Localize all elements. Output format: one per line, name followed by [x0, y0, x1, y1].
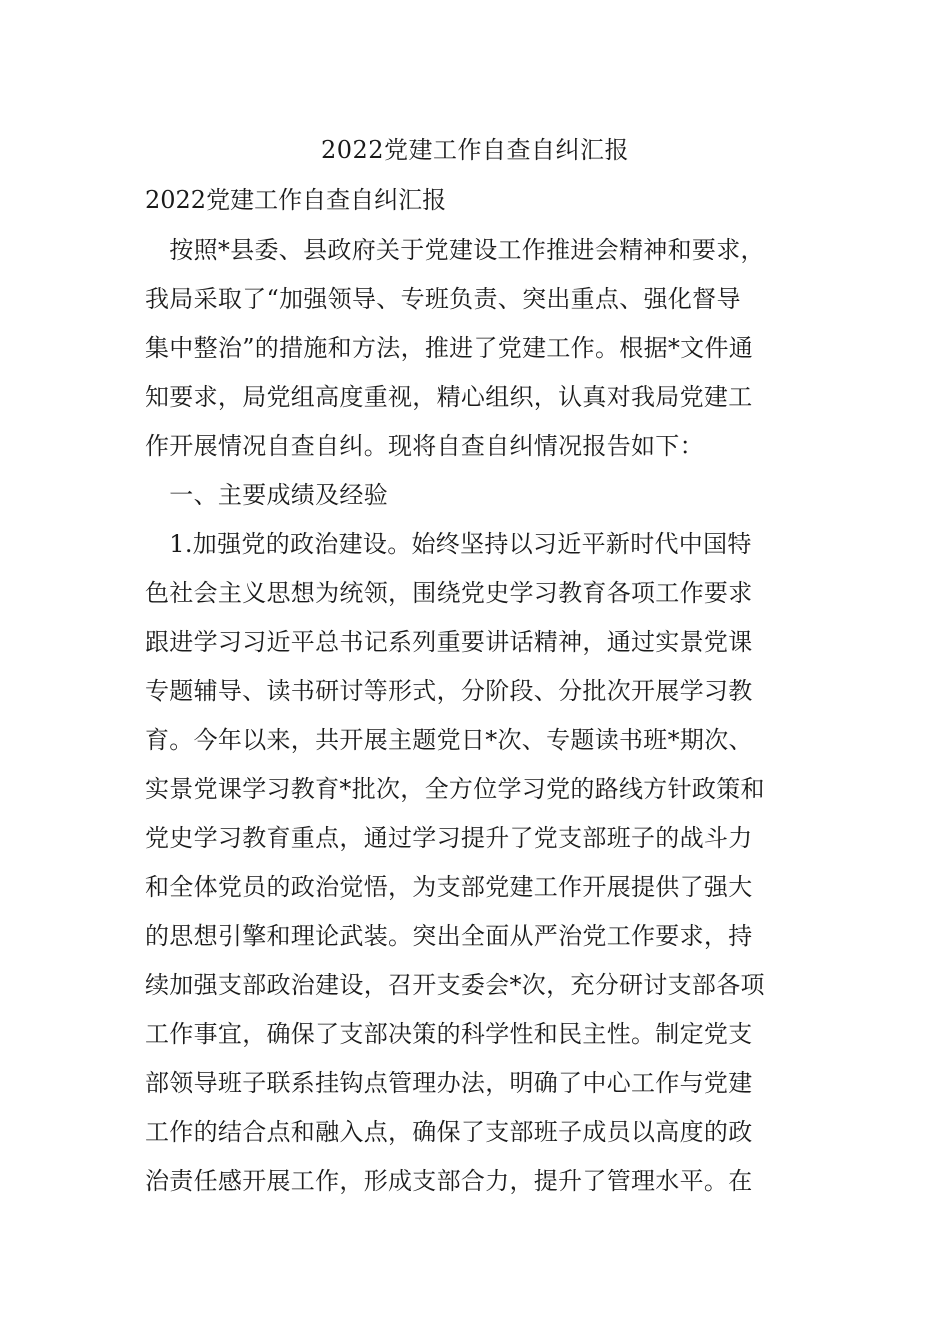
- body-line: 按照*县委、县政府关于党建设工作推进会精神和要求，: [145, 236, 765, 264]
- body-line: 专题辅导、读书研讨等形式，分阶段、分批次开展学习教: [145, 677, 753, 705]
- body-line: 续加强支部政治建设，召开支委会*次，充分研讨支部各项: [145, 971, 765, 999]
- body-line: 跟进学习习近平总书记系列重要讲话精神，通过实景党课: [145, 628, 753, 656]
- body-line: 作开展情况自查自纠。现将自查自纠情况报告如下：: [145, 432, 704, 460]
- body-line: 工作事宜，确保了支部决策的科学性和民主性。制定党支: [145, 1020, 753, 1048]
- body-line: 治责任感开展工作，形成支部合力，提升了管理水平。在: [145, 1167, 753, 1195]
- body-line: 集中整治”的措施和方法，推进了党建工作。根据*文件通: [145, 334, 754, 362]
- body-line: 和全体党员的政治觉悟，为支部党建工作开展提供了强大: [145, 873, 753, 901]
- body-line: 知要求，局党组高度重视，精心组织，认真对我局党建工: [145, 383, 753, 411]
- body-line: 党史学习教育重点，通过学习提升了党支部班子的战斗力: [145, 824, 753, 852]
- body-line: 工作的结合点和融入点，确保了支部班子成员以高度的政: [145, 1118, 753, 1146]
- document-subtitle: 2022党建工作自查自纠汇报: [145, 186, 447, 214]
- body-line: 部领导班子联系挂钩点管理办法，明确了中心工作与党建: [145, 1069, 753, 1097]
- body-line: 1.加强党的政治建设。始终坚持以习近平新时代中国特: [145, 530, 752, 558]
- body-line: 色社会主义思想为统领，围绕党史学习教育各项工作要求: [145, 579, 753, 607]
- document-title: 2022党建工作自查自纠汇报: [320, 136, 630, 164]
- body-line: 的思想引擎和理论武装。突出全面从严治党工作要求，持: [145, 922, 753, 950]
- body-line: 我局采取了“加强领导、专班负责、突出重点、强化督导: [145, 285, 741, 313]
- body-line: 实景党课学习教育*批次，全方位学习党的路线方针政策和: [145, 775, 765, 803]
- section-heading: 一、主要成绩及经验: [145, 481, 388, 509]
- body-line: 育。今年以来，共开展主题党日*次、专题读书班*期次、: [145, 726, 753, 754]
